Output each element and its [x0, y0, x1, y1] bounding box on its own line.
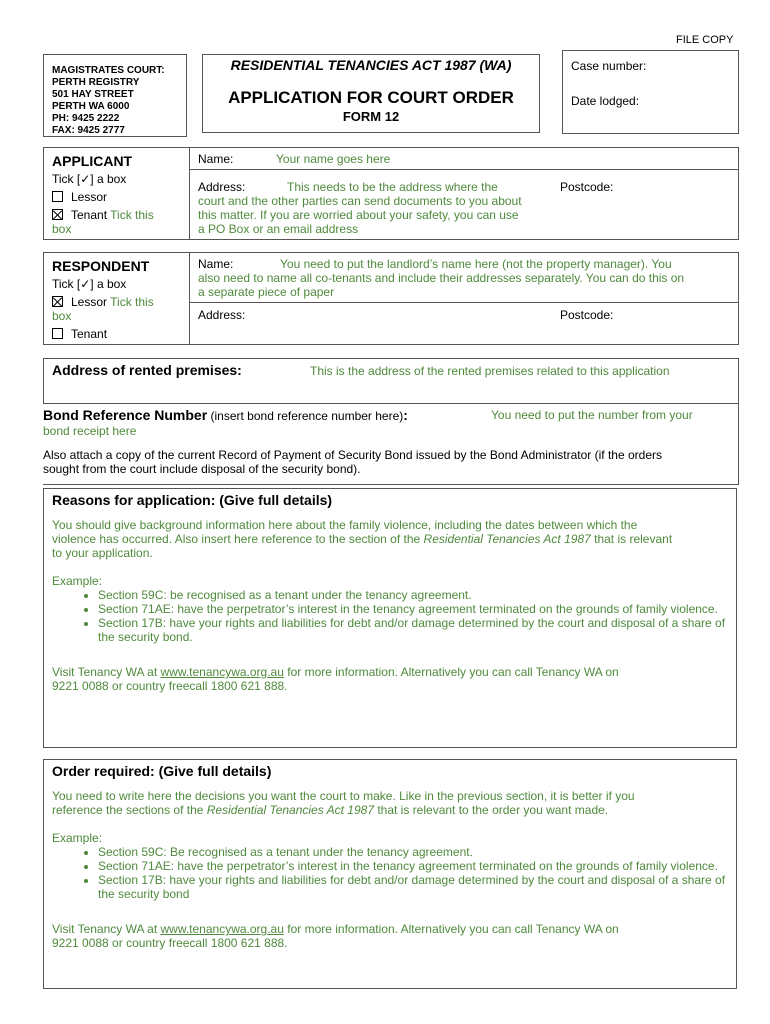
reasons-intro-line: to your application.: [52, 546, 153, 560]
file-copy-label: FILE COPY: [676, 34, 734, 46]
court-line: FAX: 9425 2777: [52, 125, 125, 136]
bond-label-line: [43, 407, 733, 423]
respondent-name-label: Name:: [198, 257, 234, 271]
applicant-address-label: Address:: [198, 180, 246, 194]
form-main-title: APPLICATION FOR COURT ORDER: [228, 88, 514, 107]
act-title: RESIDENTIAL TENANCIES ACT 1987 (WA): [230, 57, 512, 73]
order-visit-text: Visit Tenancy WA at www.tenancywa.org.au for more information. Alternatively you can call Tenancy WA on 9221 0088 or country freecall 1800 621 888.: [52, 922, 619, 950]
reasons-visit-text: Visit Tenancy WA at www.tenancywa.org.au for more information. Alternatively you can call Tenancy WA on 9221 0088 or country freecall 1800 621 888.: [52, 665, 619, 693]
court-info-box: [43, 54, 187, 137]
applicant-role-cell: [44, 148, 190, 239]
court-line: PERTH WA 6000: [52, 101, 130, 112]
checkbox[interactable]: [52, 191, 63, 202]
checkbox[interactable]: [52, 328, 63, 339]
respondent-heading: RESPONDENT: [52, 258, 150, 274]
order-example-label: Example:: [52, 831, 103, 845]
bond-attach-text: Also attach a copy of the current Record of Payment of Security Bond issued by the Bond Administrator (if the orders: [43, 448, 662, 462]
court-line: MAGISTRATES COURT:: [52, 65, 165, 76]
bond-label-note: (insert bond reference number here): [210, 409, 404, 423]
respondent-name-hint: You need to put the landlord’s name here (not the property manager). You: [280, 257, 672, 271]
applicant-heading: APPLICANT: [52, 153, 133, 169]
applicant-address-hint-line: court and the other parties can send documents to you about: [198, 194, 522, 208]
reasons-intro: [52, 518, 736, 560]
reasons-intro-line: violence has occurred. Also insert here reference to the section of the Residential Tenancies Act 1987 that is relevant: [52, 532, 673, 546]
list-item: • Section 17B: have your rights and liabilities for debt and/or damage determined by the court and disposal of a share of the security bond.: [98, 616, 730, 644]
bond-label: Bond Reference Number: [43, 407, 208, 423]
reasons-example-label: Example:: [52, 574, 103, 588]
bond-attach-text: sought from the court include disposal of the security bond).: [43, 462, 361, 476]
respondent-lessor-option[interactable]: Lessor Tick this box: [52, 295, 154, 323]
respondent-section: [43, 252, 739, 345]
tenancywa-link[interactable]: www.tenancywa.org.au: [160, 922, 284, 936]
respondent-name-hint-line: a separate piece of paper: [198, 285, 335, 299]
court-line: PH: 9425 2222: [52, 113, 120, 124]
applicant-address-hint-line: a PO Box or an email address: [198, 222, 359, 236]
premises-section[interactable]: [43, 358, 739, 404]
applicant-tenant-option[interactable]: Tenant Tick this box: [52, 208, 154, 236]
checked-checkbox[interactable]: [52, 296, 63, 307]
checked-checkbox[interactable]: [52, 209, 63, 220]
respondent-address-row[interactable]: [190, 304, 738, 344]
tenancywa-link[interactable]: www.tenancywa.org.au: [160, 665, 284, 679]
court-line: PERTH REGISTRY: [52, 77, 140, 88]
applicant-name-label: Name:: [198, 152, 234, 166]
reasons-example-list: [52, 588, 730, 644]
applicant-name-hint: Your name goes here: [276, 152, 391, 166]
applicant-address-hint-line: this matter. If you are worried about your safety, you can use: [198, 208, 519, 222]
list-item: • Section 59C: be recognised as a tenant under the tenancy agreement.: [98, 588, 730, 602]
order-example-list: [52, 845, 730, 901]
form-number: FORM 12: [342, 109, 400, 124]
applicant-tick-label: Tick [✓] a box: [52, 172, 127, 186]
respondent-address-label: Address:: [198, 308, 246, 322]
order-intro-line: reference the sections of the Residential Tenancies Act 1987 that is relevant to the order you want made.: [52, 803, 609, 817]
respondent-tick-label: Tick [✓] a box: [52, 277, 127, 291]
date-lodged-label: Date lodged:: [571, 94, 640, 108]
court-line: 501 HAY STREET: [52, 89, 134, 100]
list-item: • Section 71AE: have the perpetrator’s interest in the tenancy agreement terminated on the grounds of family violence.: [98, 602, 730, 616]
bond-hint: You need to put the number from your: [491, 408, 693, 422]
list-item: • Section 71AE: have the perpetrator’s interest in the tenancy agreement terminated on the grounds of family violence.: [98, 859, 730, 873]
order-heading: Order required: (Give full details): [52, 763, 272, 779]
respondent-name-hint-line: also need to name all co-tenants and include their addresses separately. You can do this on: [198, 271, 685, 285]
respondent-tenant-option[interactable]: Tenant: [52, 325, 189, 343]
bond-hint-line: bond receipt here: [43, 424, 137, 438]
form-title-box: [202, 54, 540, 133]
applicant-address-row[interactable]: [190, 171, 738, 239]
applicant-section: [43, 147, 739, 240]
list-item: • Section 59C: Be recognised as a tenant under the tenancy agreement.: [98, 845, 730, 859]
respondent-name-row[interactable]: [190, 253, 738, 303]
bond-section[interactable]: [43, 403, 739, 485]
reasons-section[interactable]: [43, 488, 737, 748]
order-intro: [52, 789, 736, 817]
applicant-postcode-label: Postcode:: [560, 180, 614, 194]
bond-colon: :: [403, 407, 408, 423]
reasons-intro-line: You should give background information here about the family violence, including the dates between which the: [52, 518, 638, 532]
applicant-name-row[interactable]: [190, 148, 738, 170]
order-intro-line: You need to write here the decisions you want the court to make. Like in the previous section, it is better if you: [52, 789, 635, 803]
case-info-box: [562, 50, 739, 134]
respondent-role-cell: [44, 253, 190, 344]
applicant-address-hint: This needs to be the address where the: [287, 180, 498, 194]
reasons-heading: Reasons for application: (Give full details): [52, 492, 333, 508]
order-section[interactable]: [43, 759, 737, 989]
list-item: • Section 17B: have your rights and liabilities for debt and/or damage determined by the court and disposal of a share of the security bond: [98, 873, 730, 901]
respondent-postcode-label: Postcode:: [560, 308, 614, 322]
premises-hint: This is the address of the rented premises related to this application: [310, 364, 670, 378]
premises-label: Address of rented premises:: [52, 362, 242, 378]
applicant-lessor-option[interactable]: Lessor: [52, 188, 189, 206]
case-number-label: Case number:: [571, 59, 647, 73]
